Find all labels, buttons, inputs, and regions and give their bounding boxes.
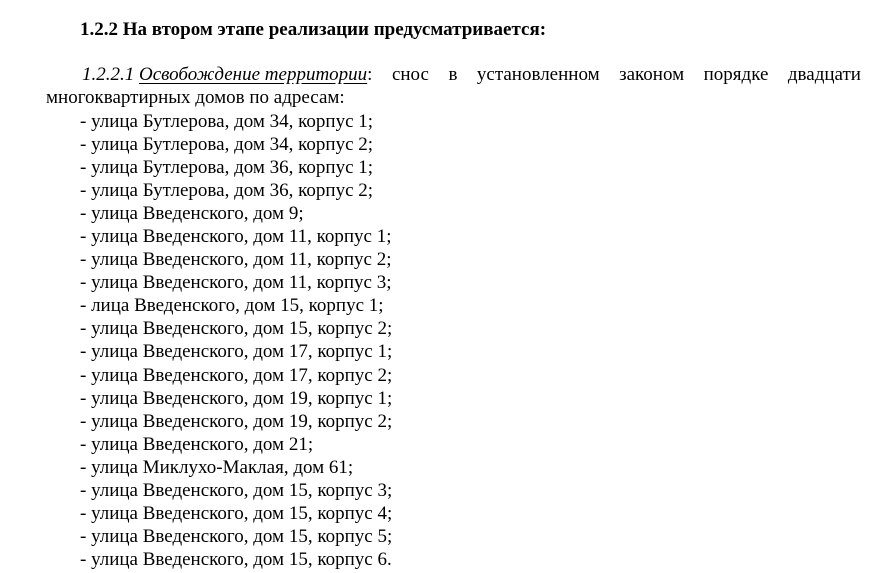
paragraph-word: законом <box>619 64 685 85</box>
address-item: - улица Введенского, дом 15, корпус 5; <box>80 525 393 547</box>
address-item: - улица Бутлерова, дом 34, корпус 2; <box>80 134 374 156</box>
address-item: - улица Введенского, дом 11, корпус 3; <box>80 272 392 294</box>
address-item: - улица Введенского, дом 19, корпус 2; <box>80 410 393 432</box>
address-item: - улица Бутлерова, дом 36, корпус 2; <box>80 180 374 202</box>
address-item: - улица Введенского, дом 19, корпус 1; <box>80 387 393 409</box>
address-list <box>80 110 392 571</box>
address-item: - улица Миклухо-Маклая, дом 61; <box>80 456 354 478</box>
paragraph-word: в <box>448 64 458 85</box>
section-heading: 1.2.2 На втором этапе реализации предусматривается: <box>80 19 547 40</box>
subsection-paragraph <box>46 63 861 109</box>
address-item: - улица Бутлерова, дом 36, корпус 1; <box>80 157 374 179</box>
paragraph-word: порядке <box>703 64 769 85</box>
paragraph-word: установленном <box>476 64 600 85</box>
address-item: - улица Введенского, дом 15, корпус 4; <box>80 502 393 524</box>
paragraph-word: снос <box>391 64 429 85</box>
address-item: - улица Введенского, дом 21; <box>80 433 314 455</box>
subsection-number: 1.2.2.1 <box>82 64 135 85</box>
address-item: - улица Бутлерова, дом 34, корпус 1; <box>80 111 374 132</box>
address-item: - улица Введенского, дом 17, корпус 1; <box>80 341 393 363</box>
paragraph-second-line: многоквартирных домов по адресам: <box>46 87 345 108</box>
paragraph-word: двадцати <box>787 64 861 85</box>
address-item: - улица Введенского, дом 17, корпус 2; <box>80 364 393 386</box>
subsection-lead <box>82 63 372 86</box>
address-item: - улица Введенского, дом 9; <box>80 203 304 225</box>
address-item: - улица Введенского, дом 15, корпус 3; <box>80 479 393 501</box>
address-item: - улица Введенского, дом 11, корпус 2; <box>80 249 392 271</box>
paragraph-first-line <box>46 63 861 86</box>
address-item: - лица Введенского, дом 15, корпус 1; <box>80 295 384 317</box>
address-item: - улица Введенского, дом 15, корпус 6. <box>80 548 392 570</box>
address-item: - улица Введенского, дом 11, корпус 1; <box>80 226 392 248</box>
address-item: - улица Введенского, дом 15, корпус 2; <box>80 318 393 340</box>
subsection-colon: : <box>367 64 373 85</box>
subsection-title: Освобождение территории <box>139 64 368 85</box>
